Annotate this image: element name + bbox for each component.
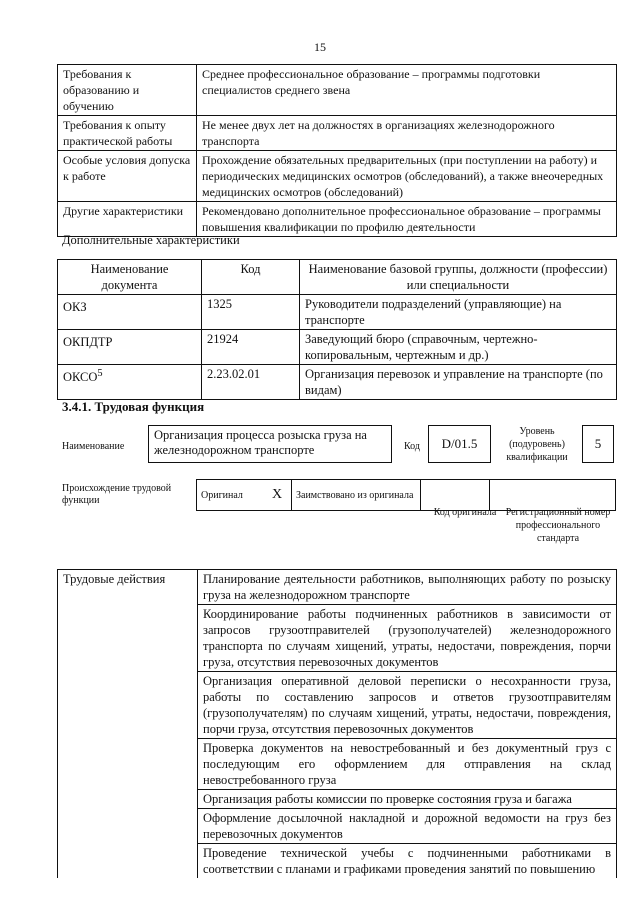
labor-actions-table [57,569,617,878]
group-name: Организация перевозок и управление на транспорте (по видам) [300,365,617,400]
table-row [58,570,617,605]
requirement-label: Особые условия допуска к работе [58,151,197,202]
column-header: Наименование документа [58,260,202,295]
function-code-label: Код [404,441,420,452]
group-name: Руководители подразделений (управляющие) на транспорте [300,295,617,330]
column-header: Код [202,260,300,295]
column-header: Наименование базовой группы, должности (профессии) или специальности [300,260,617,295]
requirement-value: Прохождение обязательных предварительных (при поступлении на работу) и периодических медицинских осмотров (обследований), а также внеочередных медицинских осмотров (обследований) [197,151,617,202]
labor-action: Планирование деятельности работников, выполняющих работу по розыску груза на железнодорожном транспорте [198,570,617,605]
table-row [58,202,617,237]
document-code: 21924 [202,330,300,365]
document-name: ОКЗ [58,295,202,330]
document-name: ОКПДТР [58,330,202,365]
table-row [58,295,617,330]
labor-action: Организация оперативной деловой переписки о несохранности груза, работы по составлению запросов и ответов грузоотправителям (грузополучателям) по случаям хищений, утраты, недостачи, повреждения, порчи груза, отсутствия перевозочных документов [198,672,617,739]
borrowed-label: Заимствовано из оригинала [292,480,421,511]
document-code: 2.23.02.01 [202,365,300,400]
labor-action: Проверка документов на невостребованный и без документный груз с последующим его оформлением для отправления на склад невостребованного груза [198,739,617,790]
original-code-caption: Код оригинала [433,507,497,518]
labor-action: Координирование работы подчиненных работников в зависимости от запросов грузоотправителей (грузополучателей) железнодорожного транспорта по случаям хищений, утраты, недостачи, повреждения, порчи груза, отсутствия перевозочных документов [198,605,617,672]
qualification-level-value: 5 [582,425,614,463]
requirement-value: Не менее двух лет на должностях в организациях железнодорожного транспорта [197,116,617,151]
function-code-value: D/01.5 [428,425,491,463]
original-label: Оригинал [197,480,264,511]
table-row [58,330,617,365]
group-name: Заведующий бюро (справочным, чертежно-копировальным, чертежным и др.) [300,330,617,365]
labor-actions-label: Трудовые действия [58,570,198,879]
table-row [58,65,617,116]
requirement-value: Среднее профессиональное образование – программы подготовки специалистов среднего звена [197,65,617,116]
function-name-label: Наименование [62,441,125,452]
table-header-row [58,260,617,295]
table-row [58,116,617,151]
function-name-value: Организация процесса розыска груза на железнодорожном транспорте [148,425,392,463]
requirement-label: Требования к образованию и обучению [58,65,197,116]
original-mark: X [263,480,292,511]
labor-action: Оформление досылочной накладной и дорожной ведомости на груз без перевозочных документов [198,809,617,844]
additional-characteristics-table [57,259,617,400]
labor-action: Организация работы комиссии по проверке состояния груза и багажа [198,790,617,809]
table-row [58,151,617,202]
section-title: 3.4.1. Трудовая функция [62,399,205,414]
origin-label: Происхождение трудовой функции [62,483,172,506]
document-code: 1325 [202,295,300,330]
page-number: 15 [314,40,326,54]
labor-action: Проведение технической учебы с подчиненными работниками в соответствии с планами и графиками проведения занятий по повышению [198,844,617,879]
requirement-label: Другие характеристики [58,202,197,237]
registration-number-caption: Регистрационный номер профессионального стандарта [505,507,611,544]
additional-characteristics-title: Дополнительные характеристики [62,233,240,247]
requirement-value: Рекомендовано дополнительное профессиональное образование – программы повышения квалификации по профилю деятельности [197,202,617,237]
requirement-label: Требования к опыту практической работы [58,116,197,151]
table-row [58,365,617,400]
qualification-level-label: Уровень (подуровень) квалификации [506,426,568,463]
document-name: ОКСО$^5$ [58,365,202,400]
requirements-table [57,64,617,237]
